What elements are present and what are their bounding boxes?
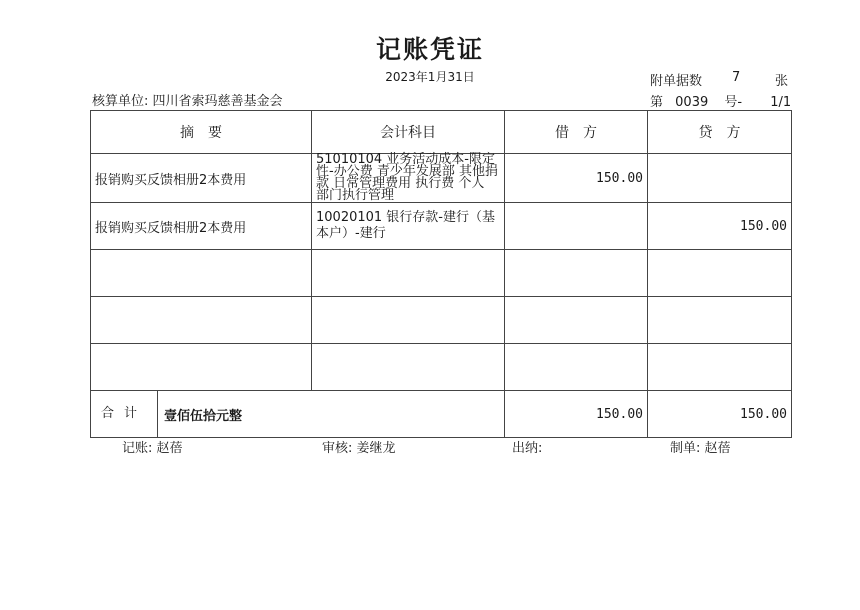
attachments-unit: 张	[775, 74, 789, 89]
voucher-prefix: 第	[650, 95, 664, 110]
row-summary	[91, 297, 312, 344]
row-account: 10020101 银行存款-建行（基本户）-建行	[312, 203, 505, 250]
total-label: 合计	[91, 391, 158, 437]
row-account	[312, 344, 505, 391]
column-header-credit: 贷 方	[648, 111, 792, 154]
row-summary: 报销购买反馈相册2本费用	[91, 154, 312, 203]
voucher-table	[90, 110, 792, 438]
voucher-number: 0039	[675, 95, 709, 110]
voucher-number-line	[650, 91, 791, 110]
total-amount-words: 壹佰伍拾元整	[164, 408, 243, 424]
row-account	[312, 297, 505, 344]
attachments-label: 附单据数	[650, 74, 703, 89]
voucher-title: 记账凭证	[375, 35, 484, 64]
reviewer-signature: 审核: 姜继龙	[322, 441, 396, 456]
table-row	[91, 344, 792, 391]
column-header-account: 会计科目	[312, 111, 505, 154]
row-debit	[505, 344, 648, 391]
table-row	[91, 250, 792, 297]
row-account: 51010104 业务活动成本-限定性-办公费 青少年发展部 其他捐款 日常管理费用 执行费 个人 部门执行管理	[312, 154, 505, 203]
table-row	[91, 154, 792, 203]
bookkeeper-signature: 记账: 赵蓓	[122, 441, 183, 456]
attachments-count: 7	[732, 70, 741, 85]
row-credit	[648, 250, 792, 297]
voucher-page: 1/1	[770, 95, 792, 110]
total-cell	[91, 391, 505, 438]
row-summary: 报销购买反馈相册2本费用	[91, 203, 312, 250]
row-summary	[91, 344, 312, 391]
row-credit	[648, 297, 792, 344]
row-debit	[505, 297, 648, 344]
column-header-summary: 摘 要	[91, 111, 312, 154]
preparer-signature: 制单: 赵蓓	[670, 441, 731, 456]
cashier-signature: 出纳:	[512, 441, 543, 456]
total-credit: 150.00	[648, 391, 792, 438]
total-debit: 150.00	[505, 391, 648, 438]
row-summary	[91, 250, 312, 297]
table-row	[91, 297, 792, 344]
voucher-suffix: 号-	[724, 95, 743, 110]
total-row	[91, 391, 792, 438]
row-debit: 150.00	[505, 154, 648, 203]
row-credit	[648, 154, 792, 203]
table-header-row	[91, 111, 792, 154]
row-credit	[648, 344, 792, 391]
table-row	[91, 203, 792, 250]
voucher-date: 2023年1月31日	[385, 70, 475, 84]
column-header-debit: 借 方	[505, 111, 648, 154]
row-debit	[505, 203, 648, 250]
accounting-unit: 核算单位: 四川省索玛慈善基金会	[92, 94, 283, 109]
row-credit: 150.00	[648, 203, 792, 250]
row-account	[312, 250, 505, 297]
row-debit	[505, 250, 648, 297]
